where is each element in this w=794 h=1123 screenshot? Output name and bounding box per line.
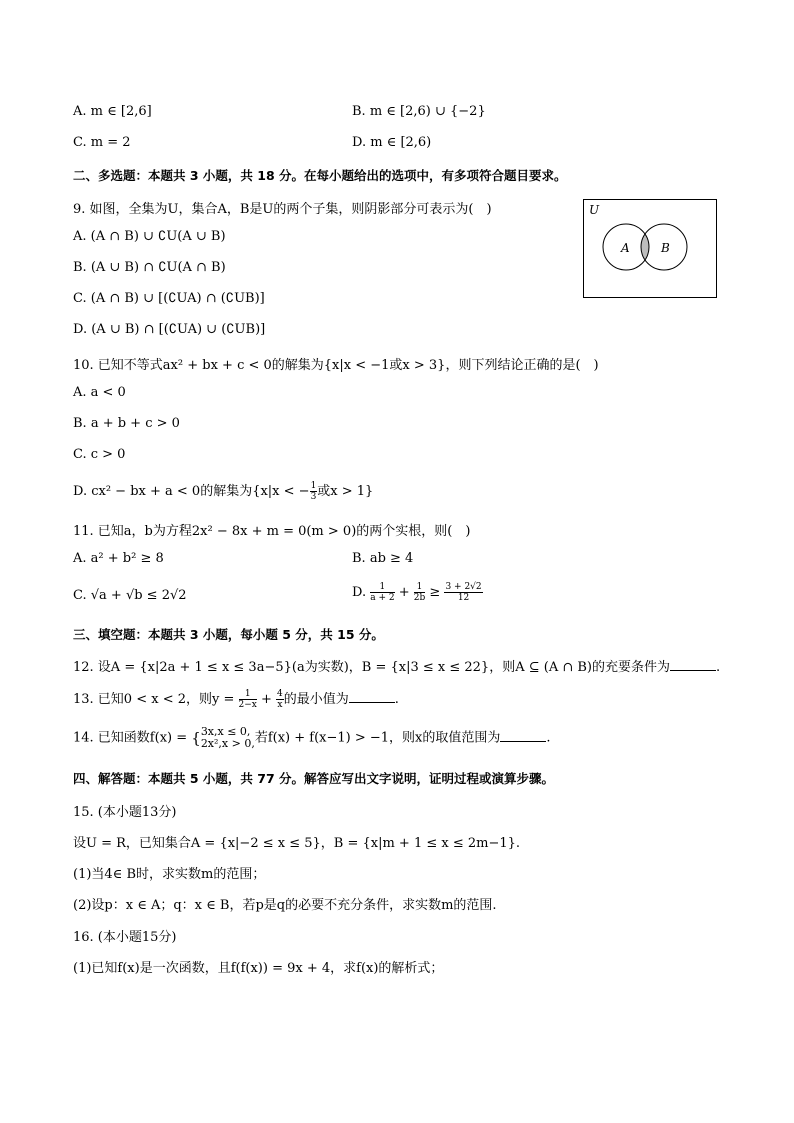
venn-diagram bbox=[583, 199, 717, 298]
q10-option-d-post: 或x > 1} bbox=[317, 484, 374, 499]
q11-d-fraction-1 bbox=[370, 582, 394, 603]
period: . bbox=[546, 730, 551, 746]
q11-d-label: D. bbox=[352, 585, 367, 600]
venn-label-b: B bbox=[661, 241, 670, 255]
q11-option-d bbox=[352, 582, 483, 603]
answer-blank bbox=[349, 690, 395, 703]
q11-d-fraction-3 bbox=[444, 582, 482, 603]
piecewise-cases bbox=[201, 726, 255, 750]
q14-post: 若f(x) + f(x−1) > −1，则x的取值范围为 bbox=[254, 730, 501, 746]
q16-part1: (1)已知f(x)是一次函数，且f(f(x)) = 9x + 4，求f(x)的解析式； bbox=[73, 961, 444, 976]
q15-stem: 设U = R，已知集合A = {x|−2 ≤ x ≤ 5}，B = {x|m + 1 ≤ x ≤ 2m−1}. bbox=[73, 836, 521, 851]
frac-den: x bbox=[277, 700, 283, 710]
q13-pre: 13. 已知0 < x < 2，则y = bbox=[73, 692, 235, 707]
q10-option-d bbox=[73, 480, 373, 502]
q9-option-c: C. (A ∩ B) ∪ [(∁UA) ∩ (∁UB)] bbox=[73, 291, 265, 306]
answer-blank bbox=[670, 658, 716, 671]
frac-num: 4 bbox=[277, 689, 283, 699]
q10-option-c: C. c > 0 bbox=[73, 447, 126, 462]
frac-num: 1 bbox=[414, 582, 426, 593]
q11-option-b: B. ab ≥ 4 bbox=[352, 551, 414, 566]
q10-option-b: B. a + b + c > 0 bbox=[73, 416, 180, 431]
q16-title: 16. (本小题15分) bbox=[73, 930, 177, 945]
frac-den: 3 bbox=[310, 492, 317, 502]
q10-stem: 10. 已知不等式ax² + bx + c < 0的解集为{x|x < −1或x > 3}，则下列结论正确的是( ) bbox=[73, 358, 599, 373]
q15-part1: (1)当4∈ B时，求实数m的范围； bbox=[73, 867, 266, 882]
case-2: 2x²,x > 0, bbox=[200, 737, 255, 750]
q13-line bbox=[73, 688, 399, 710]
q10-option-d-pre: D. cx² − bx + a < 0的解集为{x|x < − bbox=[73, 484, 310, 499]
q15-title: 15. (本小题13分) bbox=[73, 805, 177, 820]
q9-option-d: D. (A ∪ B) ∩ [(∁UA) ∪ (∁UB)] bbox=[73, 322, 266, 337]
plus-sign: + bbox=[398, 585, 410, 600]
q8-option-d: D. m ∈ [2,6) bbox=[352, 135, 432, 150]
q12-line bbox=[73, 656, 720, 675]
q14-pre: 14. 已知函数f(x) = bbox=[73, 730, 188, 746]
section3-header: 三、填空题：本题共 3 小题，每小题 5 分，共 15 分。 bbox=[73, 627, 384, 642]
frac-num: 1 bbox=[239, 689, 257, 700]
q11-stem: 11. 已知a，b为方程2x² − 8x + m = 0(m > 0)的两个实根，则( ) bbox=[73, 524, 471, 539]
q12-text: 12. 设A = {x|2a + 1 ≤ x ≤ 3a−5}(a为实数)，B = {x|3 ≤ x ≤ 22}，则A ⊆ (A ∩ B)的充要条件为 bbox=[73, 660, 670, 675]
frac-num: 1 bbox=[310, 481, 317, 491]
q8-option-a: A. m ∈ [2,6] bbox=[73, 104, 152, 119]
q14-line bbox=[73, 725, 551, 751]
frac-den: 12 bbox=[457, 593, 470, 603]
section2-header: 二、多选题：本题共 3 小题，共 18 分。在每小题给出的选项中，有多项符合题目要求。 bbox=[73, 168, 567, 183]
q9-stem: 9. 如图，全集为U，集合A，B是U的两个子集，则阴影部分可表示为( ) bbox=[73, 202, 492, 217]
frac-num: 1 bbox=[370, 582, 394, 593]
frac-den: 2b bbox=[413, 593, 426, 603]
q9-option-b: B. (A ∪ B) ∩ ∁U(A ∩ B) bbox=[73, 260, 226, 275]
q11-option-a: A. a² + b² ≥ 8 bbox=[73, 551, 164, 566]
q10-option-a: A. a < 0 bbox=[73, 385, 126, 400]
venn-label-a: A bbox=[621, 241, 630, 255]
q11-d-fraction-2 bbox=[414, 582, 426, 603]
case-1: 3x,x ≤ 0, bbox=[200, 725, 251, 738]
q13-fraction-2 bbox=[276, 689, 284, 710]
q13-fraction-1 bbox=[239, 689, 257, 710]
period: . bbox=[394, 692, 399, 707]
q11-option-c: C. √a + √b ≤ 2√2 bbox=[73, 588, 187, 603]
q8-option-b: B. m ∈ [2,6) ∪ {−2} bbox=[352, 104, 486, 119]
plus-sign: + bbox=[261, 692, 272, 707]
q9-option-a: A. (A ∩ B) ∪ ∁U(A ∪ B) bbox=[73, 229, 226, 244]
brace: { bbox=[191, 729, 201, 747]
answer-blank bbox=[500, 729, 546, 742]
frac-num: 3 + 2√2 bbox=[445, 582, 482, 592]
frac-den: 2−x bbox=[238, 700, 257, 710]
section4-header: 四、解答题：本题共 5 小题，共 77 分。解答应写出文字说明，证明过程或演算步骤。 bbox=[73, 771, 555, 786]
q8-option-c: C. m = 2 bbox=[73, 135, 131, 150]
ge-sign: ≥ bbox=[429, 585, 441, 600]
period: . bbox=[716, 660, 721, 675]
frac-den: a + 2 bbox=[370, 593, 395, 603]
q15-part2: (2)设p：x ∈ A；q：x ∈ B，若p是q的必要不充分条件，求实数m的范围. bbox=[73, 898, 497, 913]
venn-label-u: U bbox=[589, 203, 600, 217]
q13-post: 的最小值为 bbox=[283, 692, 349, 707]
